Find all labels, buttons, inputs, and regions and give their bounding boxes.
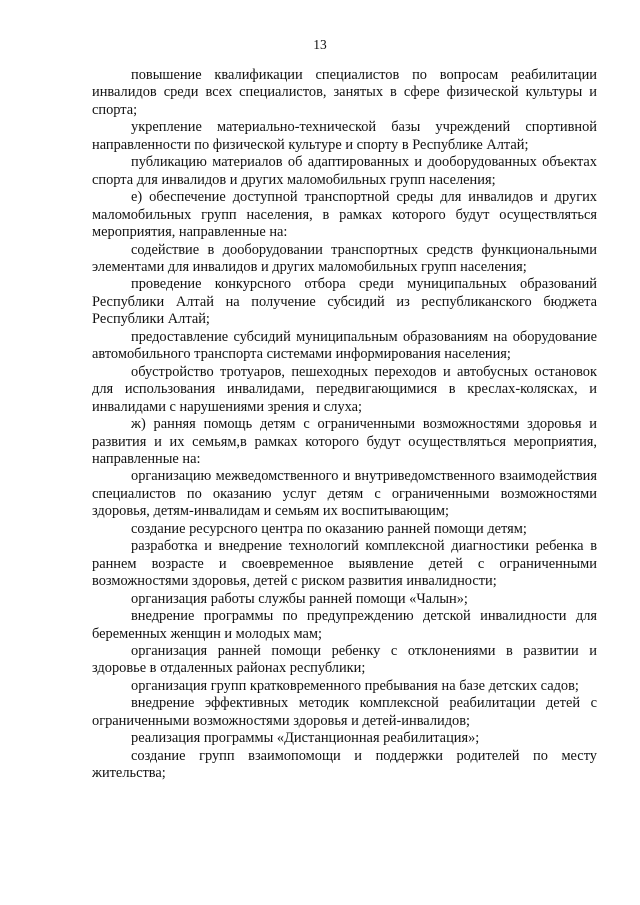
paragraph: организация работы службы ранней помощи «Чалын»; <box>131 590 468 607</box>
paragraph: организация ранней помощи ребенку с отклонениями в развитии и здоровье в отдаленных районах республики; <box>92 642 597 677</box>
paragraph: укрепление материально-технической базы учреждений спортивной направленности по физической культуре и спорту в Республике Алтай; <box>92 119 597 153</box>
page-number: 13 <box>313 37 327 52</box>
paragraph: проведение конкурсного отбора среди муниципальных образований Республики Алтай на получение субсидий из республиканского бюджета Республики Алтай; <box>92 276 597 328</box>
document-body <box>92 67 597 783</box>
paragraph: реализация программы «Дистанционная реабилитация»; <box>131 730 480 747</box>
paragraph: организацию межведомственного и внутриведомственного взаимодействия специалистов по оказанию услуг детям с ограниченными возможностями здоровья, детям-инвалидам и семьям их воспитывающим; <box>92 468 597 520</box>
paragraph: е) обеспечение доступной транспортной среды для инвалидов и других маломобильных групп населения, в рамках которого будут осуществляться мероприятия, направленные на: <box>92 189 597 241</box>
paragraph: обустройство тротуаров, пешеходных переходов и автобусных остановок для использования инвалидами, передвигающимися в креслах-колясках, и инвалидами с нарушениями зрения и слуха; <box>92 363 597 415</box>
paragraph: предоставление субсидий муниципальным образованиям на оборудование автомобильного транспорта системами информирования населения; <box>92 328 597 363</box>
paragraph: создание групп взаимопомощи и поддержки родителей по месту жительства; <box>92 747 597 782</box>
paragraph: повышение квалификации специалистов по вопросам реабилитации инвалидов среди всех специалистов, занятых в сфере физической культуры и спорта; <box>92 67 597 118</box>
paragraph: создание ресурсного центра по оказанию ранней помощи детям; <box>131 520 527 537</box>
paragraph: содействие в дооборудовании транспортных средств функциональными элементами для инвалидов и других маломобильных групп населения; <box>92 241 597 275</box>
paragraph: внедрение эффективных методик комплексной реабилитации детей с ограниченными возможностями здоровья и детей-инвалидов; <box>92 695 597 729</box>
paragraph: организация групп кратковременного пребывания на базе детских садов; <box>131 677 579 694</box>
paragraph: ж) ранняя помощь детям с ограниченными возможностями здоровья и развития и их семьям,в рамках которого будут осуществляться мероприятия, направленные на: <box>92 416 597 467</box>
paragraph: публикацию материалов об адаптированных и дооборудованных объектах спорта для инвалидов и других маломобильных групп населения; <box>92 154 597 188</box>
paragraph: разработка и внедрение технологий комплексной диагностики ребенка в раннем возрасте и своевременное выявление детей с ограниченными возможностями здоровья, детей с риском развития инвалидности; <box>92 538 597 590</box>
paragraph: внедрение программы по предупреждению детской инвалидности для беременных женщин и молодых мам; <box>92 608 597 642</box>
